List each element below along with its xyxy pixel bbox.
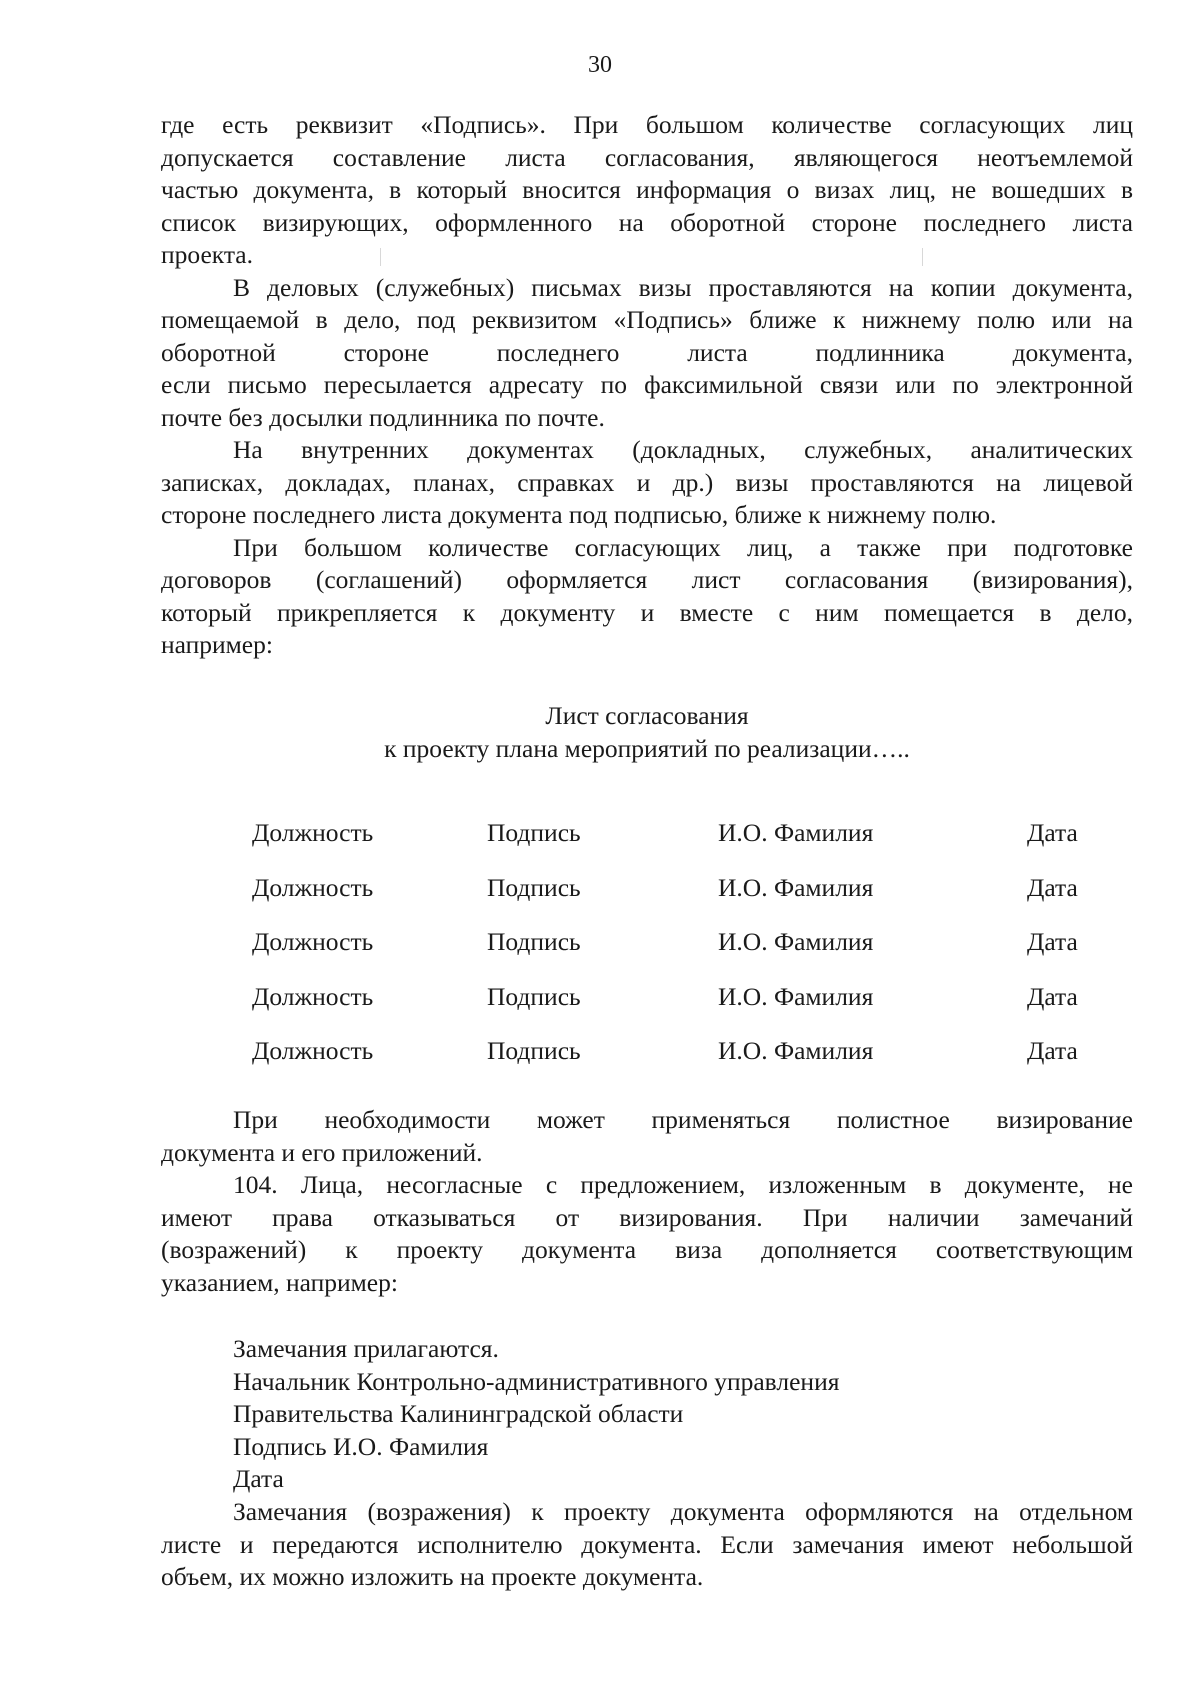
- table-row: [252, 927, 1092, 982]
- paragraph-104: [161, 1169, 1133, 1299]
- text-line: договоров (соглашений) оформляется лист согласования (визирования),: [161, 565, 1133, 594]
- text-line: записках, докладах, планах, справках и др.) визы проставляются на лицевой: [161, 467, 1133, 497]
- text-line: если письмо пересылается адресату по факсимильной связи или по электронной: [161, 370, 1133, 399]
- name-cell: И.О. Фамилия: [718, 872, 874, 902]
- text-line: (возражений) к проекту документа виза дополняется соответствующим: [161, 1235, 1133, 1264]
- position-cell: Должность: [252, 818, 374, 847]
- signature-cell: Подпись: [487, 818, 581, 847]
- table-row: [252, 982, 1092, 1037]
- date-cell: Дата: [1027, 1036, 1078, 1065]
- remark-line: Правительства Калининградской области: [233, 1399, 684, 1428]
- example-title-line: Лист согласования: [545, 701, 749, 730]
- paragraph-continuation: [161, 109, 1133, 272]
- table-row: [252, 818, 1092, 873]
- date-cell: Дата: [1027, 818, 1078, 847]
- text-line: где есть реквизит «Подпись». При большом количестве согласующих лиц: [161, 110, 1133, 139]
- text-line: допускается составление листа согласования, являющегося неотъемлемой: [161, 142, 1133, 172]
- text-line: стороне последнего листа документа под подписью, ближе к нижнему полю.: [161, 500, 997, 529]
- text-line: В деловых (служебных) письмах визы проставляются на копии документа,: [233, 272, 1133, 302]
- text-line: При большом количестве согласующих лиц, а также при подготовке: [233, 532, 1133, 562]
- position-cell: Должность: [252, 927, 374, 956]
- paragraph-per-page-approval: [161, 1104, 1133, 1169]
- text-line: документа и его приложений.: [161, 1137, 483, 1167]
- table-row: [252, 1036, 1092, 1091]
- scan-artifact: [922, 248, 923, 266]
- example-title: [161, 699, 1133, 765]
- text-line: список визирующих, оформленного на оборотной стороне последнего листа: [161, 207, 1133, 237]
- middle-text-block: [161, 1104, 1133, 1299]
- date-cell: Дата: [1027, 872, 1078, 902]
- paragraph-remarks-format: [161, 1496, 1133, 1594]
- name-cell: И.О. Фамилия: [718, 818, 874, 847]
- remark-line: Дата: [233, 1464, 284, 1493]
- text-line: частью документа, в который вносится информация о визах лиц, не вошедших в: [161, 175, 1133, 204]
- signature-cell: Подпись: [487, 927, 581, 956]
- example-subtitle-line: к проекту плана мероприятий по реализации…..: [384, 734, 910, 763]
- page-number: 30: [588, 52, 612, 78]
- position-cell: Должность: [252, 1036, 374, 1065]
- text-line: объем, их можно изложить на проекте документа.: [161, 1562, 704, 1591]
- signature-cell: Подпись: [487, 872, 581, 902]
- text-line: При необходимости может применяться полистное визирование: [233, 1105, 1133, 1134]
- date-cell: Дата: [1027, 981, 1078, 1011]
- scan-artifact: [380, 248, 381, 266]
- signature-cell: Подпись: [487, 1036, 581, 1065]
- top-text-block: [161, 109, 1133, 662]
- remark-line: Подпись И.О. Фамилия: [233, 1431, 489, 1461]
- paragraph-internal-documents: [161, 434, 1133, 532]
- signature-cell: Подпись: [487, 981, 581, 1011]
- paragraph-business-letters: [161, 272, 1133, 435]
- text-line: Замечания (возражения) к проекту документа оформляются на отдельном: [233, 1497, 1133, 1526]
- text-line: листе и передаются исполнителю документа. Если замечания имеют небольшой: [161, 1529, 1133, 1559]
- paragraph-approval-sheet: [161, 532, 1133, 662]
- table-row: [252, 873, 1092, 928]
- name-cell: И.О. Фамилия: [718, 1036, 874, 1065]
- text-line: помещаемой в дело, под реквизитом «Подпись» ближе к нижнему полю или на: [161, 305, 1133, 334]
- text-line: имеют права отказываться от визирования. При наличии замечаний: [161, 1202, 1133, 1232]
- bottom-text-block: [161, 1496, 1133, 1594]
- position-cell: Должность: [252, 872, 374, 902]
- text-line: проекта.: [161, 240, 253, 269]
- position-cell: Должность: [252, 981, 374, 1011]
- date-cell: Дата: [1027, 927, 1078, 956]
- name-cell: И.О. Фамилия: [718, 927, 874, 956]
- text-line: почте без досылки подлинника по почте.: [161, 402, 605, 432]
- name-cell: И.О. Фамилия: [718, 981, 874, 1011]
- remark-line: Начальник Контрольно-административного управления: [233, 1366, 840, 1396]
- text-line: На внутренних документах (докладных, служебных, аналитических: [233, 435, 1133, 464]
- remark-line: Замечания прилагаются.: [233, 1334, 499, 1363]
- approval-table: [252, 818, 1092, 1091]
- remark-example: [233, 1333, 1133, 1496]
- text-line: например:: [161, 630, 273, 659]
- text-line: который прикрепляется к документу и вместе с ним помещается в дело,: [161, 597, 1133, 627]
- text-line: 104. Лица, несогласные с предложением, изложенным в документе, не: [233, 1170, 1133, 1199]
- text-line: указанием, например:: [161, 1267, 398, 1297]
- text-line: оборотной стороне последнего листа подлинника документа,: [161, 337, 1133, 367]
